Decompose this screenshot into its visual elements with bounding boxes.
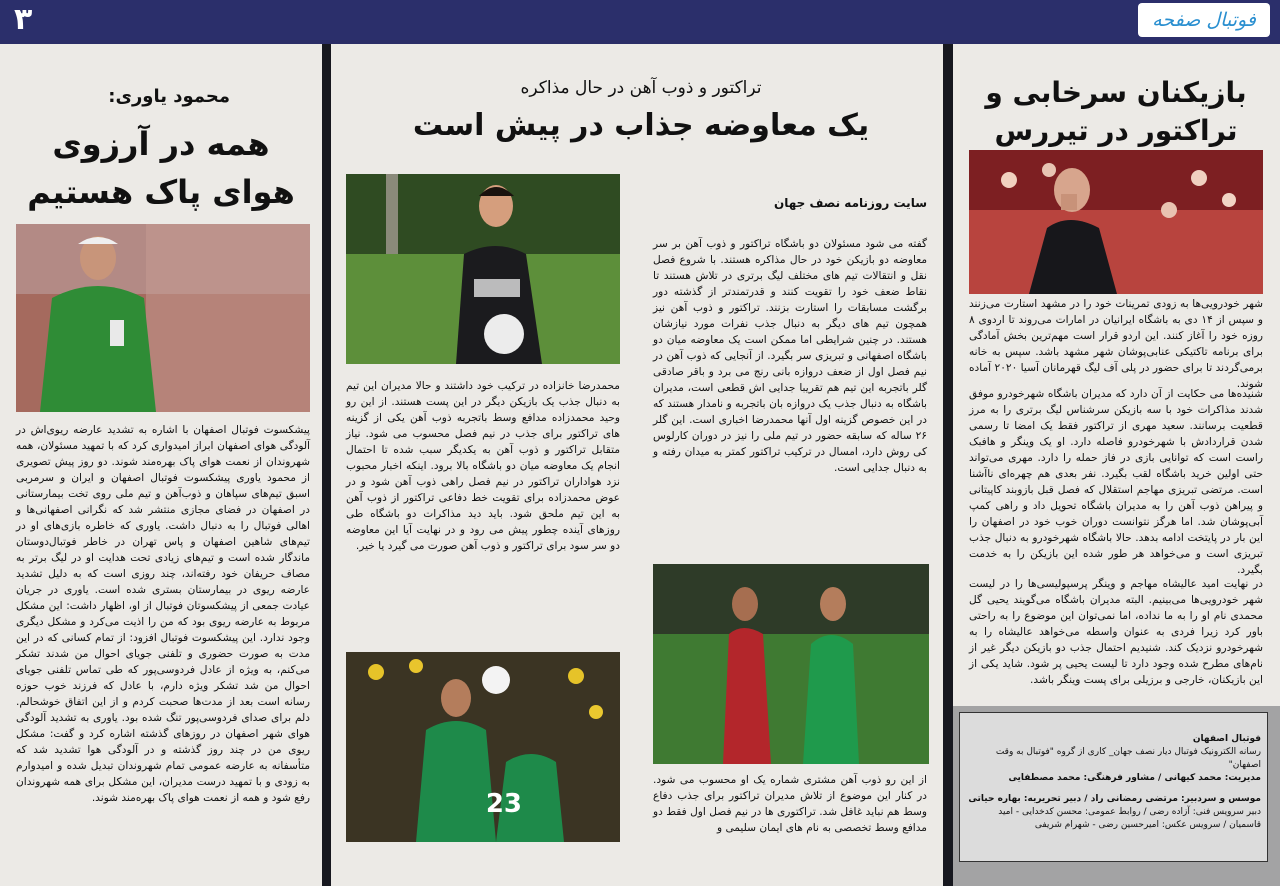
player-photo: [346, 174, 620, 364]
article-body: شنیده‌ها می حکایت از آن دارد که مدیران باشگاه شهرخودرو موفق شدند مذاکرات خود با سه بازیکن سرشناس لیگ برتری را به مرز قطعیت برسانند. سعید مهری از تراکتور فقط یک امضا تا رسمی شدن قراردادش با شهرخودرو فاصله دارد. او یک وینگر و هافبک راست است که توانایی بازی در فاز حمله را دارد. مهری می‌تواند حتی اولین خرید باشگاه لقب بگیرد. نفر بعدی هم چهره‌ای ناآشنا است. مرتضی تبریزی مهاجم استقلال که فصل قبل بازوبند کاپیتانی و پیراهن ذوب آهن را به مدیران باشگاه تحویل داد و راهی کمپ آبی‌پوشان شد. اما هرگز نتوانست دوران خوب خود در اصفهان را این بار در پایتخت ادامه بدهد. حالا باشگاه شهرخودرو به دنبال جذب تبریزی است و می‌خواهد هر طور شده این بازیکن را به خدمت بگیرد.: [969, 388, 1263, 576]
svg-text:23: 23: [485, 789, 522, 819]
column-divider: [943, 44, 953, 886]
article-source: سایت روزنامه نصف جهان: [774, 196, 927, 210]
masthead-bar: [0, 0, 1280, 40]
credits-tagline: رسانه الکترونیک فوتبال دیار نصف جهان_ کاری از گروه "فوتبال به وقت اصفهان": [995, 747, 1261, 770]
article-yavari: [0, 44, 322, 886]
article-title: همه در آرزوی هوای پاک هستیم: [27, 125, 295, 211]
veteran-photo: [16, 224, 310, 412]
article-body: گفته می شود مسئولان دو باشگاه تراکتور و ذوب آهن بر سر معاوضه دو بازیکن خود در حال مذاکره هستند. با شروع فصل نقل و انتقالات تیم های مختلف لیگ برتری در تلاش هستند تا نقاط ضعف خود را تقویت کنند و قدرتمندتر از گذشته دور برگشت مسابقات را استارت بزنند. تراکتور و ذوب آهن نیز همچون تیم های دیگر به دنبال جذب نفرات مورد نیازشان هستند. در چنین شرایطی اما ممکن است یک معاوضه میان دو باشگاه اصفهانی و تبریزی سر بگیرد. از آنجایی که ذوب آهن در نیم فصل اول از ضعف دروازه بانی رنج می برد و باقر صادقی گلر باتجربه این تیم هم تقریبا جدایی اش قطعی است، مدیران باشگاه به دنبال جذب یک دروازه بان باتجربه و نامدار هستند که در این خصوص گزینه اول آنها محمدرضا اخباری است. این گلر ۲۶ ساله که سابقه حضور در تیم ملی را نیز در دوران کارلوس کی روش دارد، امسال در ترکیب تراکتور کمتر به میدان رفته و به دنبال جدایی است.: [653, 238, 927, 474]
article-body: محمدرضا خانزاده در ترکیب خود داشتند و حالا مدیران این تیم به دنبال جذب یک بازیکن دیگر در این پست هستند. از این رو وحید محمدزاده مدافع وسط باتجربه ذوب آهن یکی از گزینه های تراکتور برای جذب در نیم فصل محسوب می شود. نیاز متقابل تراکتور و ذوب آهن به یکدیگر سبب شده تا احتمال انجام یک معاوضه میان دو باشگاه بالا برود. اینکه اخبار محبوب نزد هواداران تراکتور در نیم فصل راهی ذوب آهن شود و در عوض محمدزاده برای تقویت خط دفاعی تراکتور از ذوب آهن به این تیم ملحق شود. باید دید مذاکرات دو باشگاه طی روزهای آینده چطور پیش می رود و در نهایت آیا این معاوضه دو سر سود برای تراکتور و ذوب آهن صورت می گیرد یا خیر.: [346, 380, 620, 552]
page-number: ۳: [14, 2, 33, 37]
coach-photo: [969, 150, 1263, 294]
article-kicker: محمود یاوری:: [108, 86, 230, 107]
article-swap: [331, 44, 943, 886]
article-title: یک معاوضه جذاب در پیش است: [412, 108, 870, 143]
credits-panel: [959, 712, 1268, 862]
article-body: شهر خودرویی‌ها به زودی تمرینات خود را در مشهد استارت می‌زنند و سپس از ۱۴ دی به باشگاه ایرانیان در امارات می‌روند تا اردوی ۸ روزه خود را آغاز کنند. این اردو قرار است مهم‌ترین بخش آمادگی برای برنامه تاکتیکی عنابی‌پوشان شهر مشهد باشد. سپس به خانه برمی‌گردند تا برای حضور در پلی آف لیگ قهرمانان آسیا ۲۰۲۰ آماده شوند.: [969, 298, 1263, 390]
article-body: از این رو ذوب آهن مشتری شماره یک او محسوب می شود. در کنار این موضوع از تلاش مدیران تراکتور برای جذب دفاع وسط هم نباید غافل شد. تراکتوری ها در نیم فصل اول فقط دو مدافع وسط تخصصی به نام های ایمان سلیمی و: [653, 774, 927, 834]
credits-box: [953, 706, 1280, 886]
credits-line: موسس و سردبیر: مرتضی رمضانی راد / دبیر تحریریه: بهاره حیاتی: [968, 794, 1261, 804]
credits-publication: فوتبال اصفهان: [1192, 734, 1261, 744]
column-divider: [322, 44, 331, 886]
article-body: در نهایت امید عالیشاه مهاجم و وینگر پرسپولیسی‌ها را در لیست شهر خودرویی‌ها می‌بینیم. البته مدیران باشگاه می‌گویند یحیی گل محمدی نام او را به ما نداده، اما نمی‌توان این موضوع را به راحتی باور کرد زیرا فردی به عنوان واسطه می‌خواهد عالیشاه را به شهرخودرو نزدیک کند. شنیدیم احتمال جذب دو بازیکن دیگر غیر از نام‌های مطرح شده وجود دارد تا لیست یحیی پر شود. شاید یکی از این بازیکنان، خارجی و برزیلی برای پست وینگر باشد.: [969, 578, 1263, 686]
credits-line: مدیریت: محمد کیهانی / مشاور فرهنگی: محمد مصطفایی: [1008, 773, 1261, 783]
article-title: بازیکنان سرخابی و تراکتور در تیررس: [985, 76, 1247, 147]
article-kicker: تراکتور و ذوب آهن در حال مذاکره: [520, 78, 762, 98]
team-photo: [346, 652, 620, 842]
publication-logo: فوتبال صفحه: [1138, 3, 1270, 37]
article-body: پیشکسوت فوتبال اصفهان با اشاره به تشدید عارضه ریوی‌اش در آلودگی هوای اصفهان ابراز امیدواری کرد که با تمهید مسئولان، همه شهروندان از نعمت هوای پاک بهره‌مند شوند. دو روز پیش تصویری از محمود یاوری پیشکسوت فوتبال اصفهان و ایران و سرمربی اسبق تیم‌های سپاهان و ذوب‌آهن و تیم ملی روی تخت بیمارستانی در اصفهان در فضای مجازی منتشر شد که نگرانی اصفهانی‌ها و اهالی فوتبال را به دنبال داشت. یاوری که خاطره بازی‌های او در تیم‌های شاهین اصفهان و پاس تهران در خاطر فوتبال‌دوستان ماندگار شده است و تیم‌های زیادی تحت هدایت او در لیگ برتر به مصاف حریفان خود رفته‌اند، چند روزی است که به دلیل تشدید عارضه ریوی در بیمارستان بستری شده است. یاوری در جریان عیادت جمعی از پیشکسوتان فوتبال از او، اظهار داشت: این مشکل مربوط به عارضه ریوی بود که من را اذیت می‌کرد و مشکل دیگری وجود ندارد. این پیشکسوت فوتبال افزود: از تمام کسانی که در این مدت به صورت حضوری و تلفنی جویای احوال من شدند تشکر می‌کنم، به ویژه از عادل فردوسی‌پور که طی تماس تلفنی جویای احوال من شد تشکر ویژه دارم، با عادل که فرزند خوب حوزه رسانه است بعد از مدت‌ها صحبت کردم و از این اتفاق خوشحالم. دلم برای صدای فردوسی‌پور تنگ شده بود. یاوری به تشدید آلودگی هوای شهر اصفهان در روزهای گذشته اشاره کرد و گفت: مشکل ریوی من در چند روز گذشته و در آلودگی هوا تشدید شد که متأسفانه به عارضه عمومی تمام شهروندان تبدیل شده و امیدوارم به زودی و با تمهید درست مدیران، این مشکل برای همه شهروندان رفع شود و همه از نعمت هوای پاک بهره‌مند شوند.: [16, 424, 310, 804]
match-photo: [653, 564, 929, 764]
credits-line: دبیر سرویس فنی: آزاده رضی / روابط عمومی: محسن کدخدایی - امید قاسمیان / سرویس عکس: امیرحسین رضی - شهرام شریفی: [998, 807, 1261, 830]
